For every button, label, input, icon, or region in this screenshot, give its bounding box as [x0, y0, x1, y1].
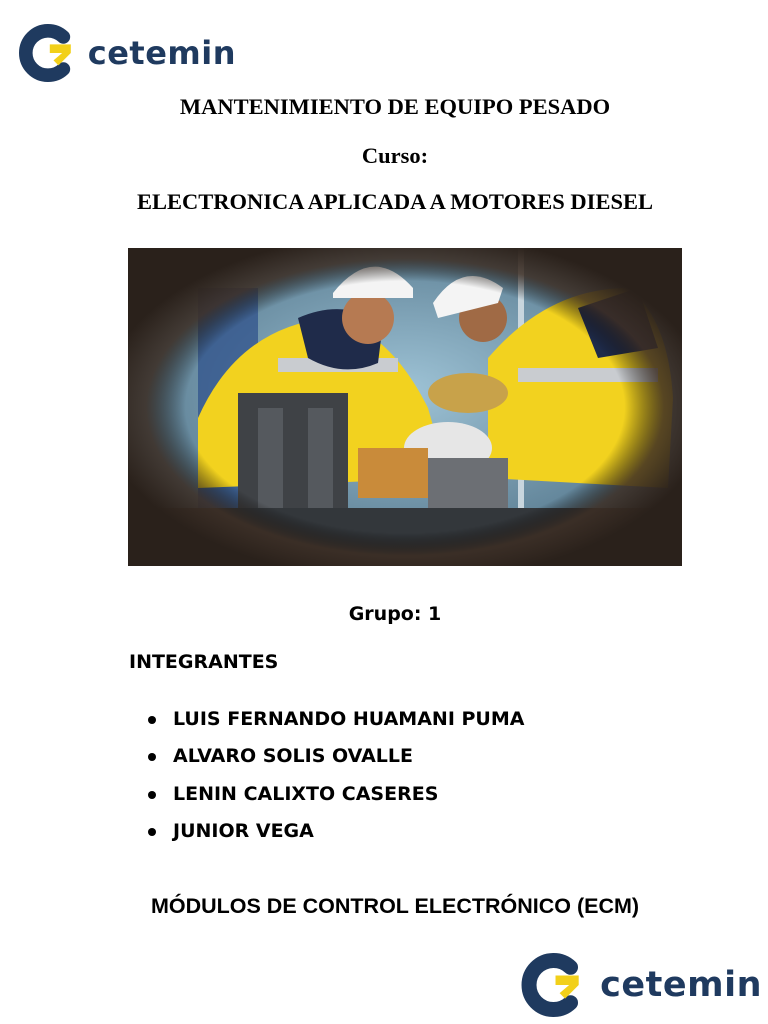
cover-photo: [128, 248, 682, 566]
program-title: MANTENIMIENTO DE EQUIPO PESADO: [179, 94, 611, 119]
group-label: Grupo: 1: [348, 603, 442, 625]
member-name: ALVARO SOLIS OVALLE: [173, 745, 413, 768]
topic-title: MÓDULOS DE CONTROL ELECTRÓNICO (ECM): [150, 894, 640, 918]
list-item: [148, 775, 524, 813]
list-item: [148, 738, 524, 776]
member-name: LENIN CALIXTO CASERES: [173, 782, 439, 805]
logo-wordmark: cetemin: [87, 34, 236, 72]
cetemin-mark-icon: [14, 16, 76, 90]
member-name: JUNIOR VEGA: [173, 820, 314, 843]
bullet-icon: [148, 791, 156, 799]
bullet-icon: [148, 716, 156, 724]
logo-wordmark: cetemin: [600, 965, 762, 1005]
members-heading: INTEGRANTES: [129, 651, 279, 673]
course-name: ELECTRONICA APLICADA A MOTORES DIESEL: [137, 189, 653, 214]
list-item: [148, 813, 524, 851]
cetemin-mark-icon: [516, 946, 584, 1024]
cetemin-logo-bottom: [516, 946, 762, 1024]
course-label: Curso:: [361, 143, 429, 168]
member-name: LUIS FERNANDO HUAMANI PUMA: [173, 707, 525, 730]
workers-photo-illustration: [128, 248, 682, 566]
bullet-icon: [148, 753, 156, 761]
list-item: [148, 700, 524, 738]
members-list: [148, 700, 524, 850]
bullet-icon: [148, 828, 156, 836]
cetemin-logo-top: [14, 16, 236, 90]
